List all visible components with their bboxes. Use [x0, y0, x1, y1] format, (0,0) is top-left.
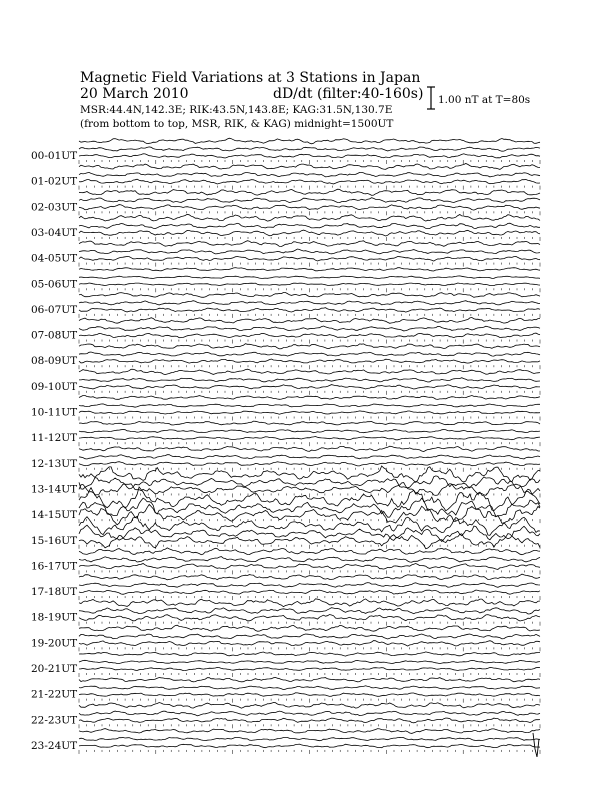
station-trace	[79, 718, 540, 723]
station-trace	[79, 548, 540, 555]
station-trace	[79, 711, 540, 716]
hour-label: 13-14UT	[31, 483, 78, 496]
station-trace	[79, 352, 540, 356]
station-trace	[79, 455, 540, 459]
station-trace	[79, 615, 540, 622]
station-trace	[79, 634, 540, 639]
station-trace	[79, 641, 540, 647]
hour-label: 18-19UT	[31, 611, 78, 624]
stations-line: MSR:44.4N,142.3E; RIK:43.5N,143.8E; KAG:31.5N,130.7E	[80, 104, 393, 116]
hour-label: 08-09UT	[31, 355, 78, 368]
station-trace	[79, 333, 540, 338]
date-label: 20 March 2010	[80, 86, 189, 102]
station-trace	[79, 318, 540, 324]
station-trace	[79, 276, 540, 279]
station-trace	[79, 249, 540, 254]
station-trace	[79, 660, 540, 663]
station-trace	[79, 138, 540, 144]
station-trace	[79, 214, 540, 221]
station-trace	[79, 205, 540, 211]
hour-label: 10-11UT	[31, 406, 78, 419]
hour-label: 20-21UT	[31, 663, 78, 675]
station-trace	[79, 677, 540, 681]
station-trace	[79, 369, 540, 374]
station-trace	[79, 241, 540, 247]
hour-label: 01-02UT	[31, 175, 78, 188]
station-trace	[79, 404, 540, 407]
hour-label: 11-12UT	[31, 432, 78, 445]
station-trace	[79, 693, 540, 697]
station-trace	[79, 147, 540, 151]
station-trace	[79, 729, 540, 734]
hour-label: 17-18UT	[31, 586, 78, 599]
station-trace	[79, 268, 540, 271]
station-trace	[79, 154, 540, 158]
hour-label: 03-04UT	[31, 226, 78, 239]
station-trace	[79, 421, 540, 425]
station-trace	[79, 230, 540, 236]
order-note: (from bottom to top, MSR, RIK, & KAG) midnight=1500UT	[80, 118, 394, 130]
station-trace	[79, 525, 540, 541]
hour-label: 04-05UT	[31, 252, 78, 265]
hour-label: 22-23UT	[31, 714, 78, 727]
station-trace	[79, 590, 540, 594]
hour-label: 12-13UT	[31, 457, 78, 470]
hour-label: 00-01UT	[31, 150, 78, 162]
hour-label: 05-06UT	[31, 278, 78, 291]
station-trace	[79, 667, 540, 670]
station-trace	[79, 326, 540, 331]
station-trace	[79, 396, 540, 400]
hour-label: 21-22UT	[31, 688, 78, 701]
station-trace	[79, 189, 540, 195]
hour-label: 06-07UT	[31, 303, 78, 316]
station-trace	[79, 223, 540, 228]
station-trace	[79, 574, 540, 580]
station-trace	[79, 429, 540, 432]
station-trace	[79, 625, 540, 631]
station-trace	[79, 652, 540, 656]
hour-label: 23-24UT	[31, 739, 78, 752]
station-trace	[79, 172, 540, 177]
station-trace	[79, 564, 540, 570]
station-trace	[79, 198, 540, 203]
station-trace	[79, 737, 540, 740]
station-trace	[79, 686, 540, 690]
station-trace	[79, 411, 540, 414]
station-trace	[79, 703, 540, 709]
hour-label: 14-15UT	[31, 509, 78, 522]
station-trace	[79, 583, 540, 588]
scale-label: 1.00 nT at T=80s	[438, 94, 531, 106]
trace-spike	[533, 733, 539, 757]
station-trace	[79, 744, 540, 748]
hour-label: 09-10UT	[31, 380, 78, 393]
station-trace	[79, 293, 540, 298]
station-trace	[79, 164, 540, 170]
hour-label: 02-03UT	[31, 201, 78, 214]
station-trace	[79, 344, 540, 349]
hour-label: 07-08UT	[31, 329, 78, 342]
component-label: dD/dt (filter:40-160s)	[273, 86, 424, 102]
hour-label: 15-16UT	[31, 534, 78, 547]
station-trace	[79, 462, 540, 466]
station-trace	[79, 557, 540, 563]
station-trace	[79, 437, 540, 440]
station-trace	[79, 385, 540, 389]
station-trace	[79, 359, 540, 363]
station-trace	[79, 446, 540, 451]
station-trace	[79, 608, 540, 614]
station-trace	[79, 256, 540, 261]
hour-label: 19-20UT	[31, 637, 78, 650]
hour-label: 16-17UT	[31, 560, 78, 573]
chart-title: Magnetic Field Variations at 3 Stations in Japan	[80, 70, 421, 86]
station-trace	[79, 378, 540, 382]
station-trace	[79, 308, 540, 312]
station-trace	[79, 283, 540, 286]
station-trace	[79, 179, 540, 184]
station-trace	[79, 301, 540, 305]
